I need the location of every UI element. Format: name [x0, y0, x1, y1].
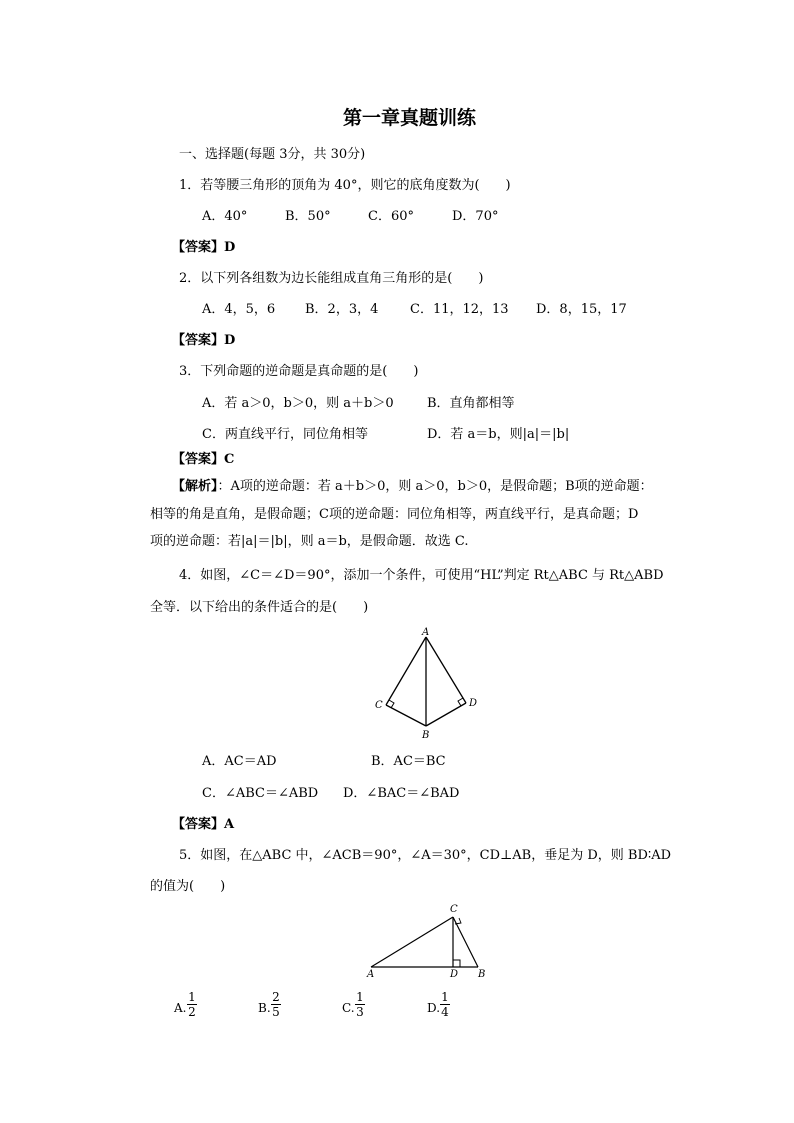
q2-answer-value: D — [224, 333, 236, 348]
q1-option-a: A．40° — [202, 209, 248, 224]
q2-stem: 2．以下列各组数为边长能组成直角三角形的是( ) — [179, 271, 484, 286]
q5-vertex-b: B — [478, 969, 486, 980]
q5-option-c-fraction — [355, 990, 365, 1019]
q5-vertex-c: C — [450, 904, 458, 915]
q4-stem-line-2: 全等．以下给出的条件适合的是( ) — [150, 600, 369, 615]
q5-option-d-letter: D. — [427, 1001, 441, 1015]
q4-option-b: B．AC＝BC — [371, 754, 446, 769]
q3-stem: 3．下列命题的逆命题是真命题的是( ) — [179, 364, 419, 379]
q4-vertex-c: C — [375, 700, 383, 711]
q3-analysis-line-1 — [172, 478, 653, 496]
q5-option-a-numerator: 1 — [188, 990, 196, 1004]
q2-option-b: B．2，3，4 — [305, 302, 379, 317]
q4-vertex-b: B — [422, 730, 430, 741]
q3-analysis-line-3: 项的逆命题：若|a|＝|b|，则 a＝b，是假命题．故选 C. — [150, 534, 469, 549]
q1-stem: 1．若等腰三角形的顶角为 40°，则它的底角度数为( ) — [179, 178, 511, 193]
q5-option-c-numerator: 1 — [356, 990, 364, 1004]
q5-option-b-numerator: 2 — [272, 990, 280, 1004]
q5-option-c-letter: C. — [342, 1001, 355, 1015]
q5-option-d-numerator: 1 — [441, 990, 449, 1004]
q5-stem-line-2: 的值为( ) — [150, 879, 226, 894]
q5-option-b-letter: B. — [258, 1001, 271, 1015]
q2-option-a: A．4，5，6 — [202, 302, 276, 317]
q5-option-b-denominator: 5 — [272, 1005, 280, 1019]
q5-vertex-d: D — [450, 969, 459, 980]
q4-kite-figure — [370, 625, 490, 745]
q4-option-d: D．∠BAC＝∠BAD — [343, 786, 460, 801]
q5-option-a-letter: A. — [174, 1001, 187, 1015]
q4-stem-line-1: 4．如图，∠C＝∠D＝90°，添加一个条件，可使用“HL”判定 Rt△ABC 与 Rt△ABD — [179, 568, 664, 583]
q4-answer — [172, 816, 234, 834]
q4-segment-db — [426, 703, 466, 726]
q1-answer-value: D — [224, 240, 236, 255]
q3-analysis-text-1: ：A项的逆命题：若 a＋b＞0，则 a＞0，b＞0，是假命题；B项的逆命题： — [217, 479, 653, 494]
q2-answer — [172, 332, 235, 350]
q4-answer-value: A — [224, 817, 235, 832]
q2-option-d: D．8，15，17 — [536, 302, 627, 317]
q3-option-c: C．两直线平行，同位角相等 — [202, 427, 368, 442]
q5-option-a-denominator: 2 — [188, 1005, 196, 1019]
q3-option-b: B．直角都相等 — [427, 396, 515, 411]
q5-triangle-figure — [365, 900, 495, 980]
q3-option-a: A．若 a＞0，b＞0，则 a＋b＞0 — [202, 396, 394, 411]
answer-label: 【答案】 — [172, 240, 225, 255]
q5-segment-ac — [371, 917, 453, 967]
q4-vertex-a: A — [422, 627, 430, 638]
q3-analysis-line-2: 相等的角是直角，是假命题；C项的逆命题：同位角相等，两直线平行，是真命题；D — [150, 507, 639, 522]
q1-answer — [172, 239, 235, 257]
q4-segment-cb — [386, 705, 426, 726]
q4-option-c: C．∠ABC＝∠ABD — [202, 786, 319, 801]
q5-option-d-fraction — [440, 990, 450, 1019]
q4-segment-ad — [426, 637, 466, 703]
analysis-label: 【解析】 — [172, 479, 218, 494]
q3-answer — [172, 451, 234, 469]
q1-option-d: D．70° — [452, 209, 499, 224]
q5-option-a-fraction — [187, 990, 197, 1019]
q4-segment-ac — [386, 637, 426, 705]
q5-stem-line-1: 5．如图，在△ABC 中，∠ACB＝90°，∠A＝30°，CD⊥AB，垂足为 D，则 BD∶AD — [179, 848, 672, 863]
q3-answer-value: C — [224, 452, 235, 467]
answer-label: 【答案】 — [172, 333, 225, 348]
section-heading: 一、选择题(每题 3分，共 30分) — [179, 147, 366, 162]
q2-option-c: C．11，12，13 — [410, 302, 509, 317]
answer-label: 【答案】 — [172, 817, 225, 832]
page-title: 第一章真题训练 — [343, 107, 477, 129]
q5-vertex-a: A — [367, 969, 375, 980]
q1-option-c: C．60° — [368, 209, 414, 224]
q5-option-d-denominator: 4 — [441, 1005, 449, 1019]
answer-label: 【答案】 — [172, 452, 225, 467]
q4-option-a: A．AC＝AD — [202, 754, 277, 769]
q1-option-b: B．50° — [285, 209, 331, 224]
q5-option-b-fraction — [271, 990, 281, 1019]
q5-option-c-denominator: 3 — [356, 1005, 364, 1019]
q4-vertex-d: D — [469, 698, 478, 709]
q5-right-angle-d — [453, 960, 460, 967]
q3-option-d: D．若 a＝b，则|a|＝|b| — [427, 427, 570, 442]
